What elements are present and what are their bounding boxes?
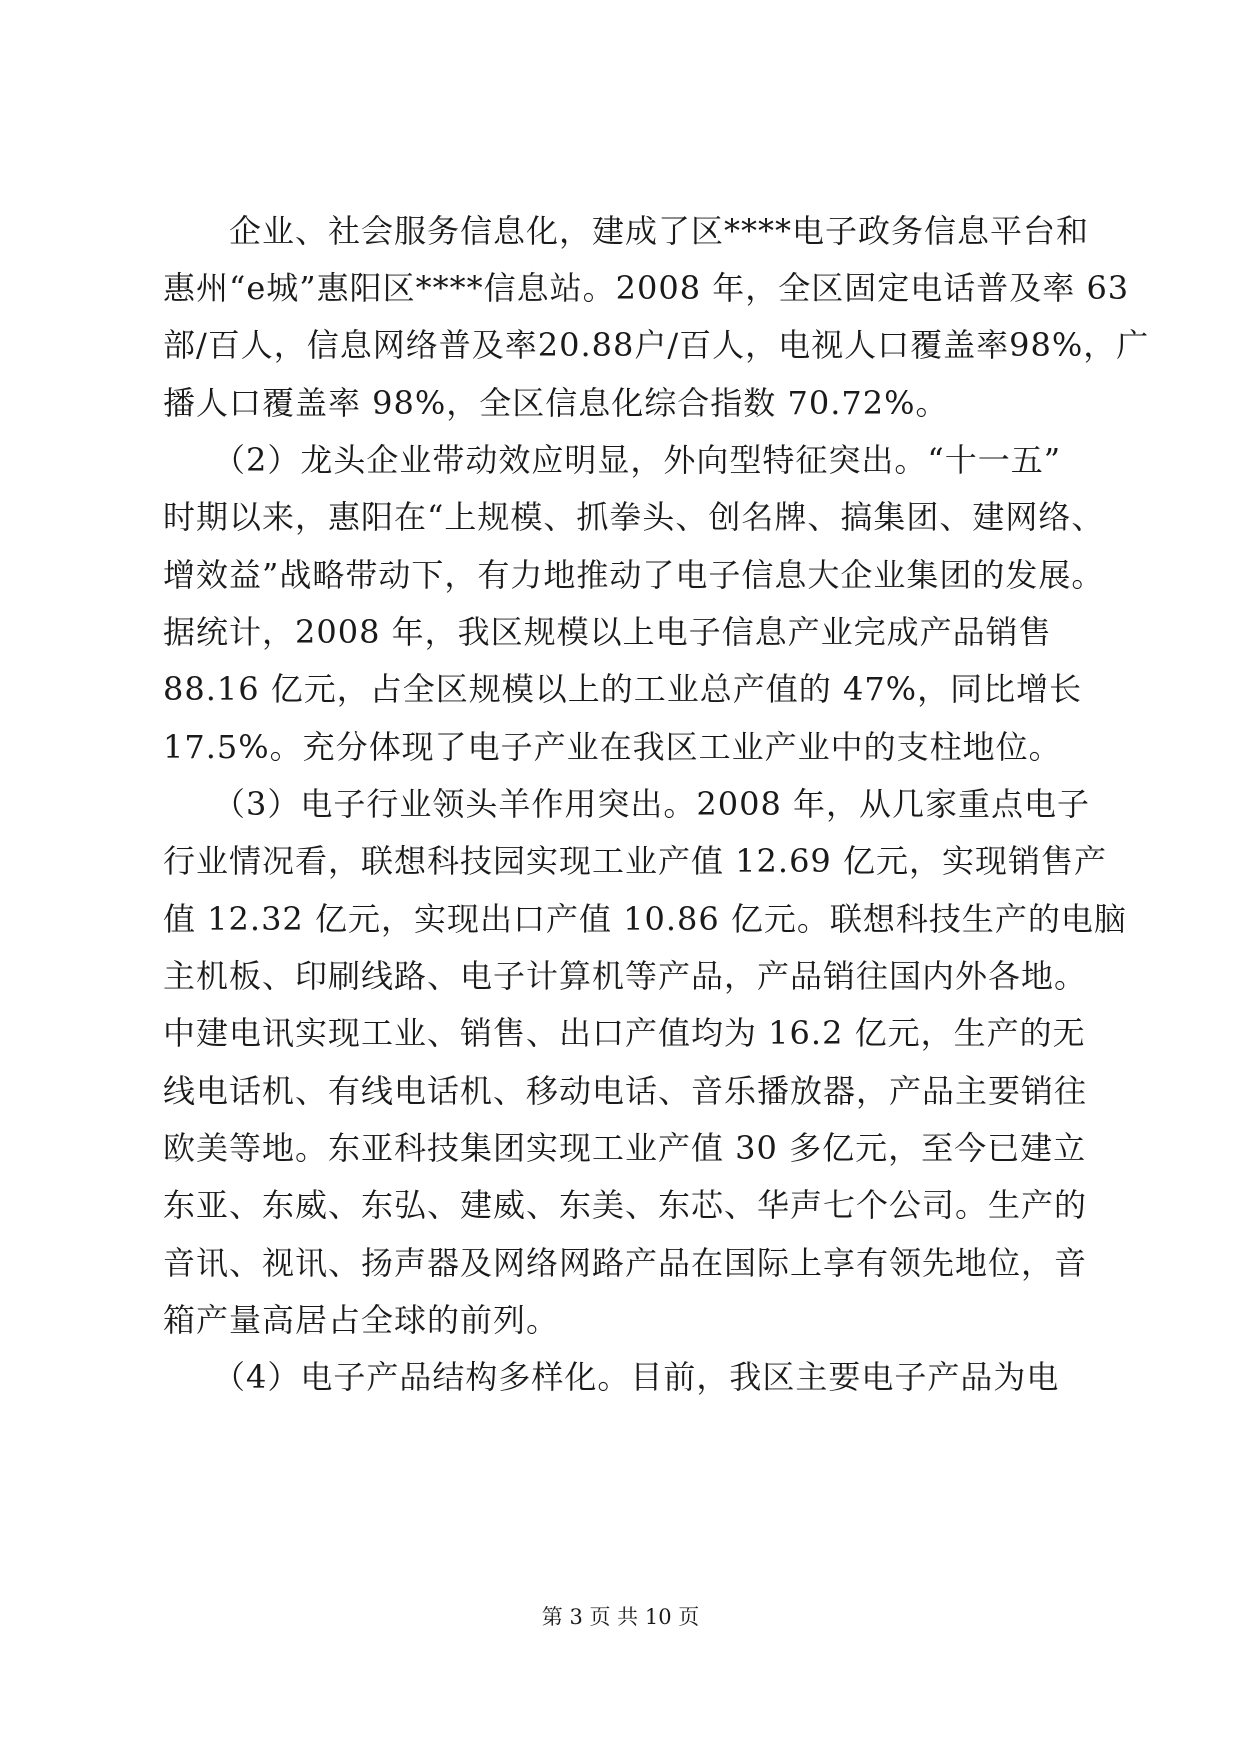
body-text-line: 欧美等地。东亚科技集团实现工业产值 30 多亿元，至今已建立 <box>163 1129 1087 1167</box>
page-footer: 第 3 页 共 10 页 <box>541 1605 700 1629</box>
body-text-line: 惠州“e城”惠阳区****信息站。2008 年，全区固定电话普及率 63 <box>163 269 1130 307</box>
body-text-line: 企业、社会服务信息化，建成了区****电子政务信息平台和 <box>163 212 1090 250</box>
body-text-line: （3）电子行业领头羊作用突出。2008 年，从几家重点电子 <box>163 785 1090 823</box>
body-text-line: 部/百人，信息网络普及率20.88户/百人，电视人口覆盖率98%，广 <box>163 326 1150 364</box>
body-text-line: 播人口覆盖率 98%，全区信息化综合指数 70.72%。 <box>163 384 949 422</box>
body-text-line: （4）电子产品结构多样化。目前，我区主要电子产品为电 <box>163 1358 1060 1396</box>
body-text-line: 88.16 亿元，占全区规模以上的工业总产值的 47%，同比增长 <box>163 670 1083 708</box>
body-text-line: 箱产量高居占全球的前列。 <box>163 1301 560 1339</box>
body-text-line: 音讯、视讯、扬声器及网络网路产品在国际上享有领先地位，音 <box>163 1244 1088 1282</box>
body-text-line: 中建电讯实现工业、销售、出口产值均为 16.2 亿元，生产的无 <box>163 1014 1086 1052</box>
body-text-line: 行业情况看，联想科技园实现工业产值 12.69 亿元，实现销售产 <box>163 842 1107 880</box>
body-text-line: 线电话机、有线电话机、移动电话、音乐播放器，产品主要销往 <box>163 1072 1088 1110</box>
body-text-line: 值 12.32 亿元，实现出口产值 10.86 亿元。联想科技生产的电脑 <box>163 900 1127 938</box>
body-text-line: 东亚、东威、东弘、建威、东美、东芯、华声七个公司。生产的 <box>163 1186 1088 1224</box>
body-text-line: （2）龙头企业带动效应明显，外向型特征突出。“十一五” <box>163 441 1062 479</box>
body-text-line: 增效益”战略带动下，有力地推动了电子信息大企业集团的发展。 <box>163 556 1105 594</box>
body-text-line: 据统计，2008 年，我区规模以上电子信息产业完成产品销售 <box>163 613 1052 651</box>
body-text-line: 主机板、印刷线路、电子计算机等产品，产品销往国内外各地。 <box>163 957 1088 995</box>
body-text-line: 17.5%。充分体现了电子产业在我区工业产业中的支柱地位。 <box>163 728 1062 766</box>
body-text-line: 时期以来，惠阳在“上规模、抓拳头、创名牌、搞集团、建网络、 <box>163 498 1105 536</box>
